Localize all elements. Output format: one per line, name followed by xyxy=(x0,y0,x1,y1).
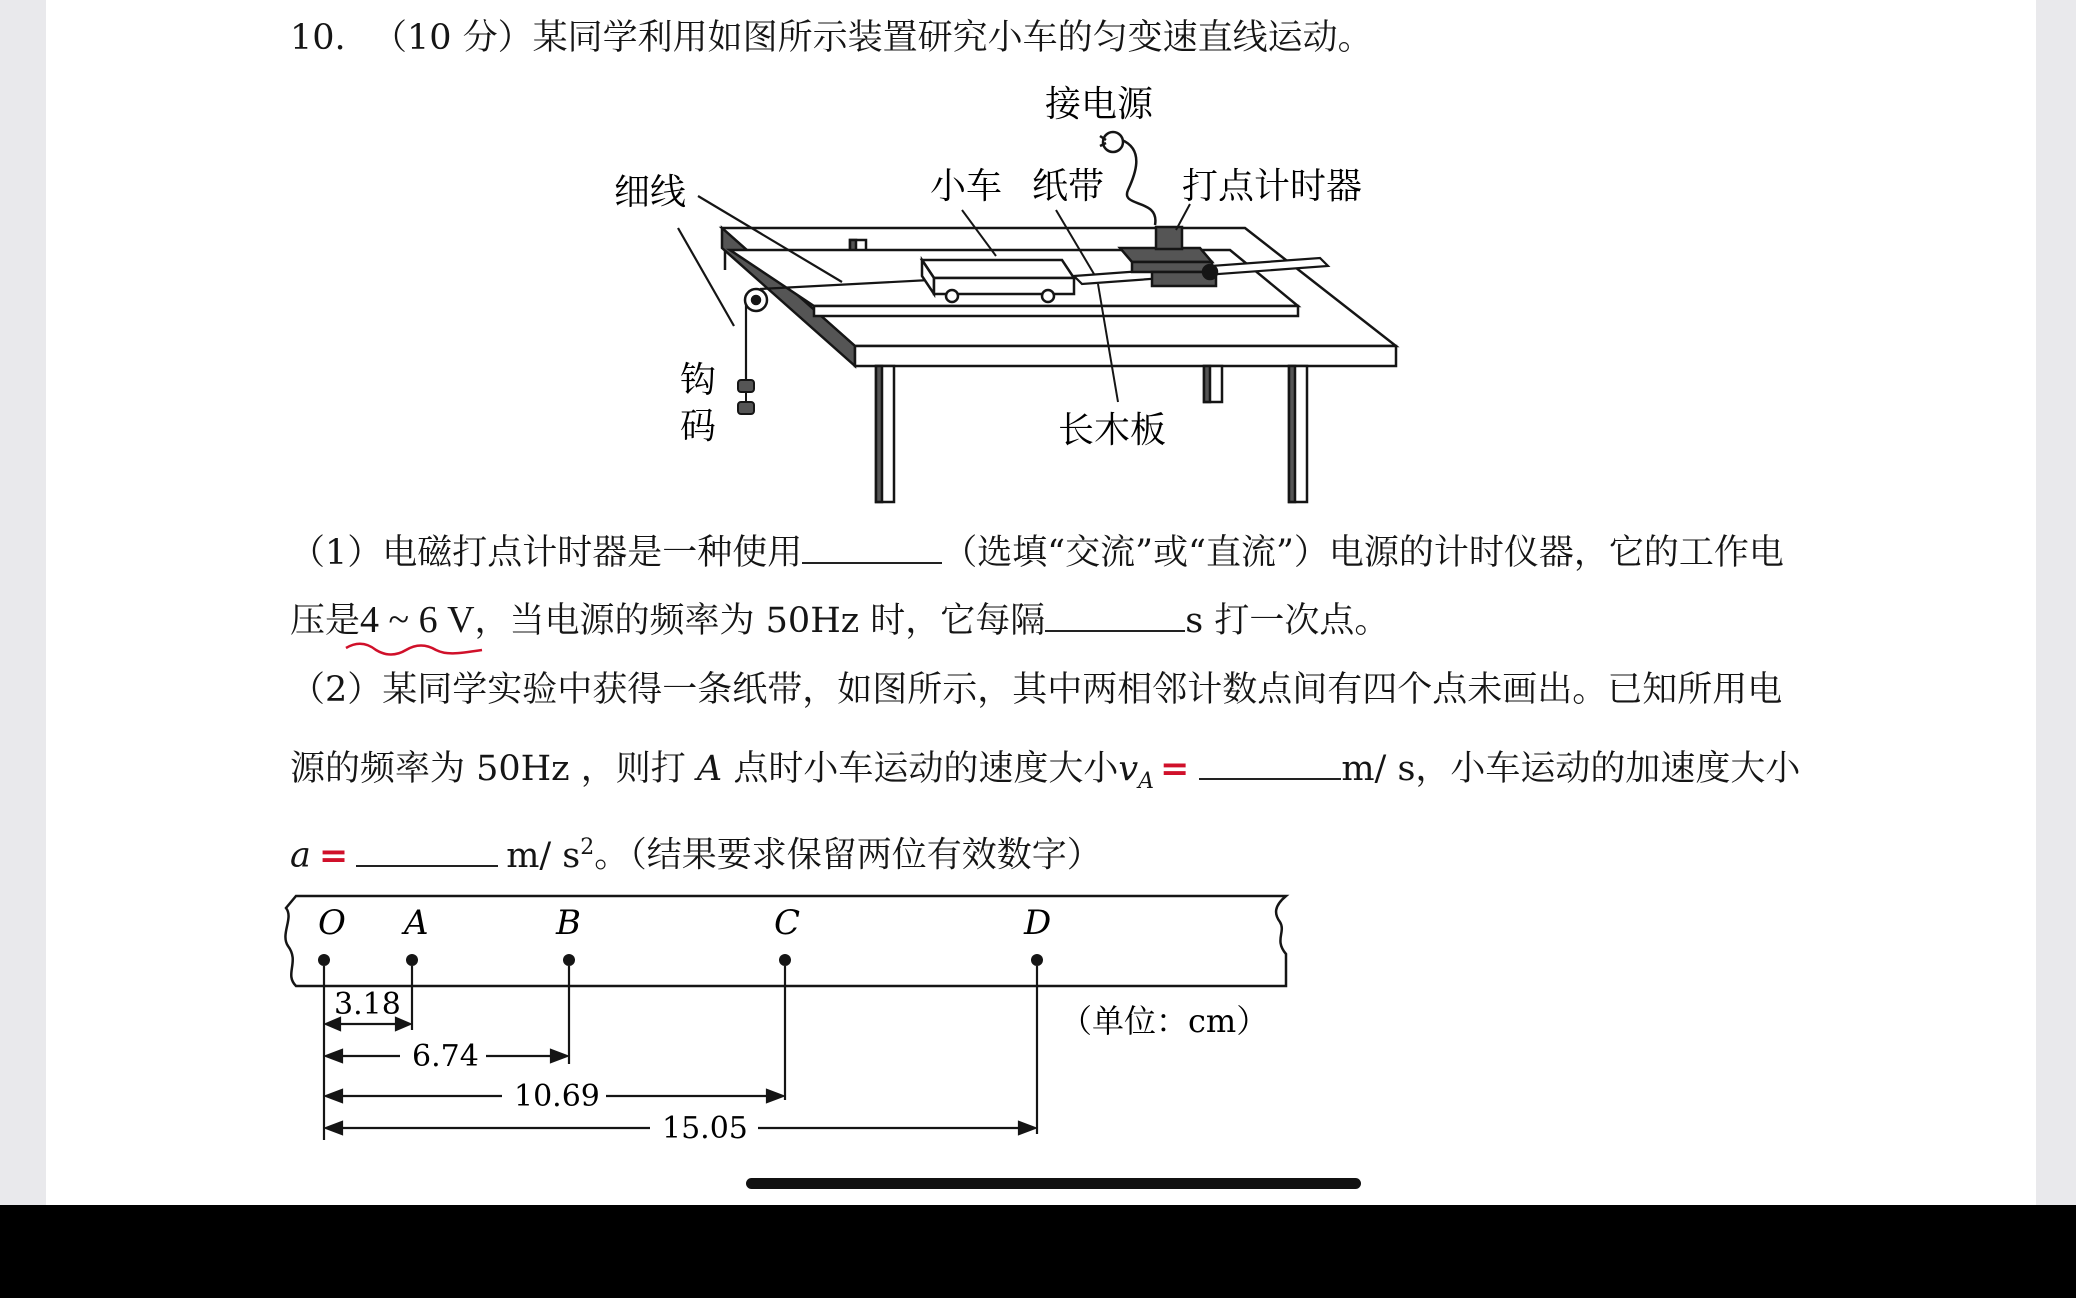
question-number: 10. xyxy=(290,18,346,58)
hook-weight-icon xyxy=(738,380,754,414)
part2-line2-unit: m/ s，小车运动的加速度大小 xyxy=(1341,749,1801,789)
part1-line1-suffix: （选填“交流”或“直流”）电源的计时仪器，它的工作电 xyxy=(942,533,1784,573)
label-cart: 小车 xyxy=(930,166,1003,207)
point-label-d: D xyxy=(1024,903,1052,943)
point-label-o: O xyxy=(318,903,346,943)
power-plug-icon xyxy=(1100,132,1155,225)
part2-eq-a: = xyxy=(318,834,349,876)
part2-line3 xyxy=(290,826,1102,878)
part2-line3-exp: 2 xyxy=(580,835,595,860)
question-header: （10 分）某同学利用如图所示装置研究小车的匀变速直线运动。 xyxy=(372,18,1373,58)
label-weight-1: 钩 xyxy=(680,360,717,401)
part1-blank-current-type[interactable] xyxy=(802,528,942,564)
point-label-b: B xyxy=(556,903,581,943)
apparatus-diagram xyxy=(600,80,1420,510)
part2-point-a: A xyxy=(696,749,723,789)
label-weight-2: 码 xyxy=(680,406,717,447)
part1-line2-mid: ，当电源的频率为 50Hz 时，它每隔 xyxy=(474,601,1046,641)
point-label-a: A xyxy=(404,903,429,943)
distance-oc: 10.69 xyxy=(514,1079,600,1114)
part1-line1 xyxy=(290,528,1784,575)
part1-blank-interval[interactable] xyxy=(1045,596,1185,632)
label-board: 长木板 xyxy=(1058,410,1167,451)
part2-blank-velocity[interactable] xyxy=(1199,744,1341,780)
part1-line2-suffix: s 打一次点。 xyxy=(1185,601,1390,641)
red-squiggle-annotation xyxy=(344,640,484,658)
part2-line3-note: 。（结果要求保留两位有效数字） xyxy=(594,835,1102,876)
distance-oa: 3.18 xyxy=(334,987,401,1022)
tape-unit-label: （单位：cm） xyxy=(1060,1002,1269,1040)
part2-line2-mid: 点时小车运动的速度大小 xyxy=(733,749,1119,789)
part2-blank-acceleration[interactable] xyxy=(356,831,498,867)
part2-line1: （2）某同学实验中获得一条纸带，如图所示，其中两相邻计数点间有四个点未画出。已知所用电 xyxy=(290,670,1783,710)
pulley-icon xyxy=(745,289,767,311)
point-dot-b xyxy=(563,954,575,966)
bottom-black-bar xyxy=(0,1205,2076,1298)
label-timer: 打点计时器 xyxy=(1182,166,1363,207)
label-tape: 纸带 xyxy=(1032,166,1105,207)
part2-line2-prefix: 源的频率为 50Hz ，则打 xyxy=(290,749,686,789)
part1-line2 xyxy=(290,596,1389,643)
part2-eq-va: = xyxy=(1160,748,1190,789)
point-dot-o xyxy=(318,954,330,966)
part2-var-v: v xyxy=(1118,749,1139,789)
point-dot-c xyxy=(779,954,791,966)
label-string: 细线 xyxy=(614,172,687,213)
part2-var-a: a xyxy=(290,835,311,876)
part1-voltage: 4 ~ 6 V xyxy=(360,599,475,641)
tape-diagram xyxy=(280,890,1300,1152)
home-indicator[interactable] xyxy=(746,1178,1361,1189)
distance-ob: 6.74 xyxy=(412,1039,479,1074)
part2-var-v-sub: A xyxy=(1138,769,1155,794)
part1-line1-prefix: （1）电磁打点计时器是一种使用 xyxy=(290,533,803,573)
part1-line2-prefix: 压是 xyxy=(290,601,361,641)
label-power: 接电源 xyxy=(1045,84,1154,125)
distance-od: 15.05 xyxy=(662,1111,748,1146)
part2-line2 xyxy=(290,744,1800,804)
point-label-c: C xyxy=(774,903,801,943)
point-dot-a xyxy=(406,954,418,966)
point-dot-d xyxy=(1031,954,1043,966)
part2-line3-unit: m/ s xyxy=(506,835,581,876)
